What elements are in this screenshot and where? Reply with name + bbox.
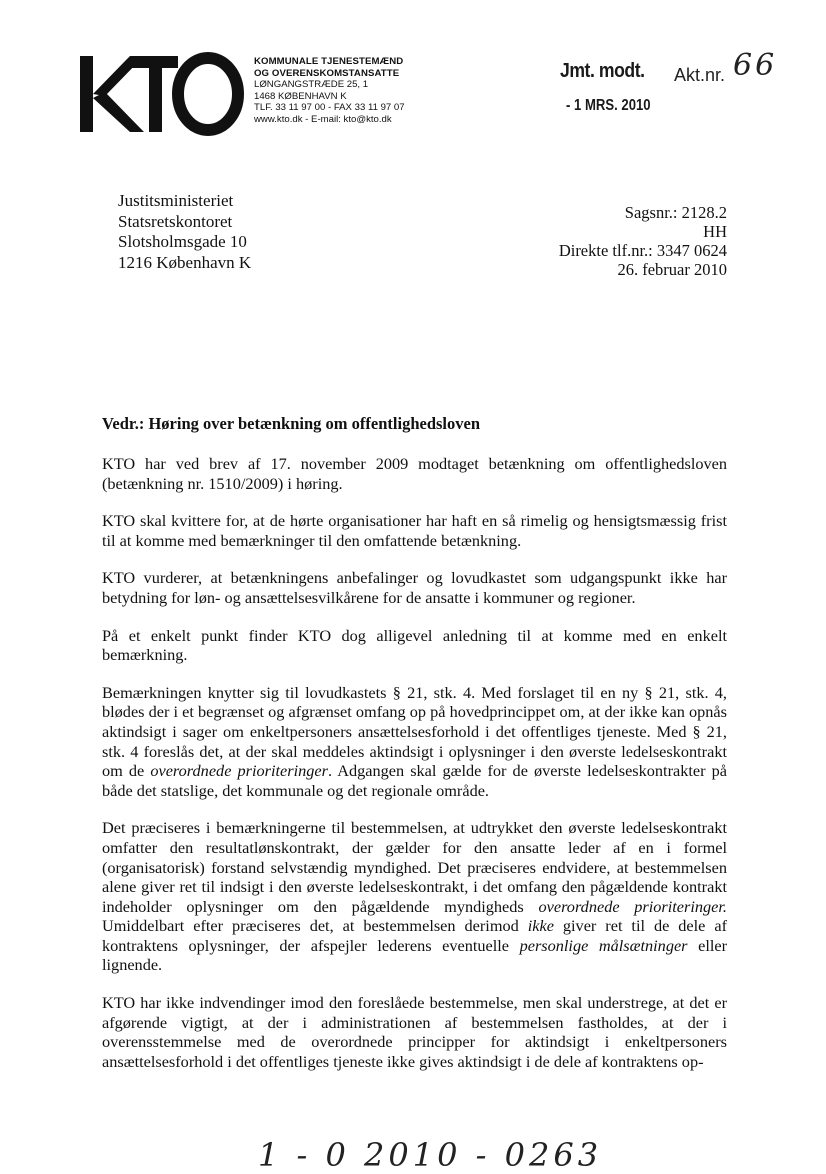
subject-line: Vedr.: Høring over betænkning om offentlighedsloven: [102, 414, 481, 433]
letter-date: 26. februar 2010: [617, 260, 727, 279]
reference-block: [559, 203, 727, 279]
paragraph: [102, 818, 727, 975]
stamp-date: - 1 MRS. 2010: [566, 97, 651, 114]
sender-address: [254, 56, 405, 126]
recipient-line: 1216 København K: [118, 252, 252, 272]
text-run: giver ret til de dele af kontraktens oplysninger, der afspejler lederens eventuelle: [102, 916, 728, 955]
letter-body: [102, 454, 727, 1089]
handwritten-journal-number: 1 - 0 2010 - 0263: [258, 1136, 603, 1174]
recipient-line: Statsretskontoret: [118, 211, 233, 231]
phone-fax: TLF. 33 11 97 00 - FAX 33 11 97 07: [254, 102, 405, 114]
text-run: eller lignende.: [102, 935, 728, 975]
org-name-line2: OG OVERENSKOMSTANSATTE: [254, 67, 400, 79]
kto-logo-icon: [78, 52, 246, 136]
received-stamp: [560, 60, 669, 115]
address-street: LØNGANGSTRÆDE 25, 1: [254, 79, 369, 91]
recipient-line: Slotsholmsgade 10: [118, 232, 247, 251]
org-name-line1: KOMMUNALE TJENESTEMÆND: [254, 56, 404, 67]
text-run-italic: overordnede prioriteringer.: [538, 896, 727, 916]
kto-logo: [78, 52, 246, 136]
case-number: Sagsnr.: 2128.2: [624, 203, 727, 222]
akt-handwritten-number: 66: [733, 48, 778, 83]
direct-phone: Direkte tlf.nr.: 3347 0624: [558, 241, 727, 260]
web-email: www.kto.dk - E-mail: kto@kto.dk: [254, 113, 392, 125]
recipient-address: [118, 191, 251, 273]
recipient-line: Justitsministeriet: [118, 191, 234, 210]
akt-number: [674, 48, 778, 89]
text-run-italic: overordnede prioriteringer: [150, 761, 328, 781]
paragraph: [102, 683, 727, 801]
paragraph: KTO har ikke indvendinger imod den foreslåede bestemmelse, men skal understrege, at det er afgørende vigtigt, at der i administrationen af bestemmelsen fastholdes, at der i overensstemmelse med de overordnede principper for aktindsigt i enkeltpersoners ansættelsesforhold i det offentliges tjeneste ikke gives aktindsigt i de dele af kontraktens op-: [102, 993, 727, 1071]
address-city: 1468 KØBENHAVN K: [254, 90, 347, 102]
initials: HH: [703, 222, 727, 241]
text-run-italic: ikke: [527, 916, 554, 936]
text-run: Det præciseres i bemærkningerne til bestemmelsen, at udtrykket den øverste ledelseskontrakt omfatter den resultatlønskontrakt, der gælder for den ansatte leder af en i formel (organisatorisk) forstand selvstændig myndighed. Det præciseres endvidere, at bestemmelsen alene giver ret til indsigt i den øverste ledelseskontrakt, i det omfang den pågældende kontrakt indeholder oplysninger om den pågældende myndigheds: [102, 818, 727, 916]
paragraph: KTO vurderer, at betænkningens anbefalinger og lovudkastet som udgangspunkt ikke har betydning for løn- og ansættelsesvilkårene for de ansatte i kommuner og regioner.: [102, 568, 727, 607]
paragraph: KTO skal kvittere for, at de hørte organisationer har haft en så rimelig og hensigtsmæssig frist til at komme med bemærkninger til den omfattende betænkning.: [102, 511, 727, 550]
paragraph: På et enkelt punkt finder KTO dog alligevel anledning til at komme med en enkelt bemærkning.: [102, 625, 727, 665]
text-run: . Adgangen skal gælde for de øverste ledelseskontrakter på både det statslige, det kommunale og det regionale område.: [102, 761, 727, 800]
text-run-italic: personlige målsætninger: [519, 935, 688, 955]
text-run: Umiddelbart efter præciseres det, at bestemmelsen derimod: [102, 916, 528, 936]
stamp-received-label: Jmt. modt.: [560, 60, 645, 82]
akt-label: Akt.nr.: [674, 65, 726, 85]
text-run: Bemærkningen knytter sig til lovudkastets § 21, stk. 4. Med forslaget til en ny § 21, stk. 4, blødes der i et begrænset og afgrænset omfang op på hovedprincippet om, at der ikke kan opnås aktindsigt i sager om enkeltpersoners ansættelsesforhold i det offentliges tjeneste. Med § 21, stk. 4 foreslås det, at der skal meddeles aktindsigt i oplysninger i den øverste ledelseskontrakt om de: [102, 682, 727, 781]
paragraph: KTO har ved brev af 17. november 2009 modtaget betænkning om offentlighedsloven (betænkning nr. 1510/2009) i høring.: [102, 454, 727, 493]
